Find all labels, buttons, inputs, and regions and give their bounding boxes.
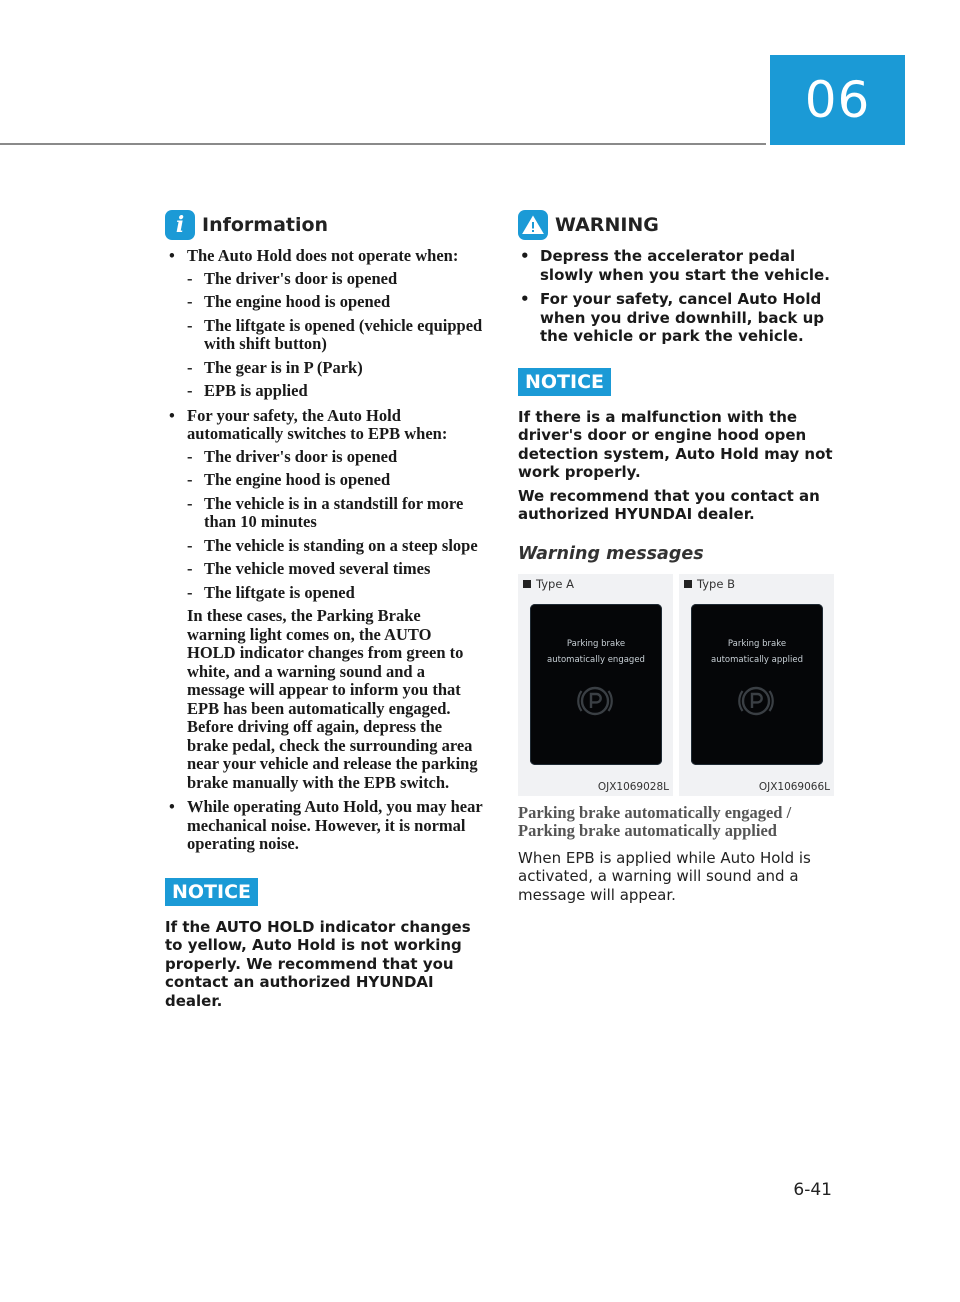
screen-message [691, 636, 823, 668]
screen-message [530, 636, 662, 668]
sub-list-item: - The liftgate is opened (vehicle equipped with shift button) [187, 317, 483, 354]
type-label-text: Type A [536, 576, 574, 591]
warning-title-text: WARNING [555, 214, 659, 236]
bullet-text: The Auto Hold does not operate when: [187, 246, 459, 265]
body-text: When EPB is applied while Auto Hold is activated, a warning will sound and a message will appear. [518, 848, 811, 904]
cluster-image-type-b [679, 574, 834, 796]
info-icon: i [165, 210, 195, 240]
sub-list [187, 270, 483, 401]
notice-text: If there is a malfunction with the driver's door or engine hood open detection system, Auto Hold may not work properly. [518, 407, 833, 481]
right-column [518, 210, 840, 904]
screen-line: automatically engaged [547, 654, 645, 665]
sub-list-item: - The liftgate is opened [187, 584, 483, 603]
bullet-text: For your safety, the Auto Hold automatically switches to EPB when: [187, 405, 448, 443]
cluster-images [518, 574, 840, 796]
page-number: 6-41 [793, 1180, 832, 1200]
sub-list-item: - The vehicle is in a standstill for more than 10 minutes [187, 495, 483, 532]
sub-list-item: - EPB is applied [187, 382, 483, 401]
list-item: • Depress the accelerator pedal slowly when you start the vehicle. [518, 247, 840, 284]
notice-text: We recommend that you contact an authorized HYUNDAI dealer. [518, 486, 820, 523]
sub-list-item: - The vehicle moved several times [187, 560, 483, 579]
image-caption: Parking brake automatically engaged / Parking brake automatically applied [518, 802, 792, 840]
chapter-tab: 06 [770, 55, 905, 145]
bullet-paragraph: In these cases, the Parking Brake warning light comes on, the AUTO HOLD indicator changes from green to white, and a warning sound and a message will appear to inform you that EPB has been automatically engaged. Before driving off again, depress the brake pedal, check the surrounding area near your vehicle and release the parking brake manually with the EPB switch. [187, 606, 478, 792]
list-item [165, 798, 483, 854]
sub-list-item: - The driver's door is opened [187, 270, 483, 289]
sub-list-item: - The gear is in P (Park) [187, 359, 483, 378]
parking-brake-icon [737, 682, 775, 720]
square-bullet-icon [684, 580, 692, 588]
information-title-text: Information [202, 214, 329, 236]
warning-triangle-icon [518, 210, 548, 240]
section-heading: Warning messages [518, 543, 704, 564]
bullet-text: While operating Auto Hold, you may hear mechanical noise. However, it is normal operating noise. [187, 797, 483, 853]
image-code: OJX1069028L [597, 780, 669, 793]
screen-line: Parking brake [727, 638, 787, 649]
sub-list-item: - The engine hood is opened [187, 293, 483, 312]
information-title [165, 210, 483, 240]
screen-line: automatically applied [711, 654, 803, 665]
screen-line: Parking brake [566, 638, 626, 649]
list-item: • For your safety, cancel Auto Hold when you drive downhill, back up the vehicle or park the vehicle. [518, 290, 840, 346]
square-bullet-icon [523, 580, 531, 588]
information-list [165, 247, 483, 854]
sub-list-item: - The driver's door is opened [187, 448, 483, 467]
warning-title [518, 210, 840, 240]
sub-list-item: - The vehicle is standing on a steep slope [187, 537, 483, 556]
header-rule [0, 143, 766, 145]
notice-block-left [165, 878, 483, 1011]
list-item [165, 407, 483, 793]
warning-list [518, 247, 840, 346]
notice-block-right [518, 368, 840, 524]
sub-list-item: - The engine hood is opened [187, 471, 483, 490]
cluster-screen [691, 604, 823, 765]
type-label [523, 577, 574, 591]
cluster-image-type-a [518, 574, 673, 796]
notice-label: NOTICE [165, 878, 258, 906]
notice-label: NOTICE [518, 368, 611, 396]
parking-brake-icon [576, 682, 614, 720]
list-item [165, 247, 483, 401]
cluster-screen [530, 604, 662, 765]
image-code: OJX1069066L [758, 780, 830, 793]
notice-text: If the AUTO HOLD indicator changes to yellow, Auto Hold is not working properly. We recommend that you contact an authorized HYUNDAI dealer. [165, 917, 471, 1010]
type-label-text: Type B [697, 576, 735, 591]
sub-list [187, 448, 483, 603]
type-label [684, 577, 735, 591]
left-column [165, 210, 483, 1010]
